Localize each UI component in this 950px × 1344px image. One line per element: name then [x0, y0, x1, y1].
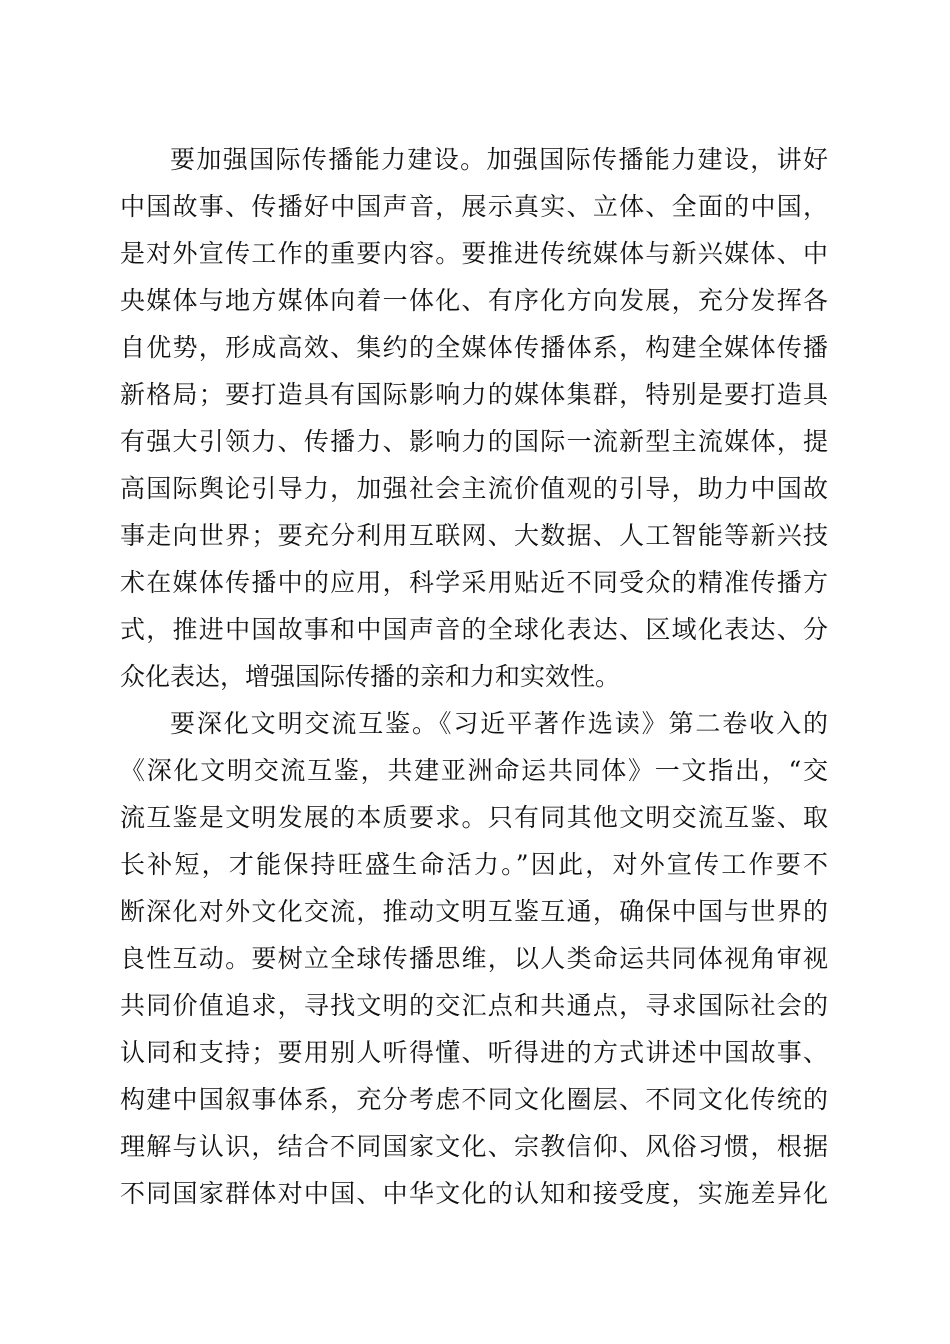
text-line: 是对外宣传工作的重要内容。要推进传统媒体与新兴媒体、中	[120, 239, 828, 268]
text-line: 良性互动。要树立全球传播思维，以人类命运共同体视角审视	[120, 944, 828, 973]
text-line: 中国故事、传播好中国声音，展示真实、立体、全面的中国，	[120, 192, 828, 221]
text-line: 断深化对外文化交流，推动文明互鉴互通，确保中国与世界的	[120, 897, 828, 926]
text-line: 事走向世界；要充分利用互联网、大数据、人工智能等新兴技	[120, 521, 828, 550]
text-line: 式，推进中国故事和中国声音的全球化表达、区域化表达、分	[120, 615, 828, 644]
text-line: 共同价值追求，寻找文明的交汇点和共通点，寻求国际社会的	[120, 991, 828, 1020]
text-line: 不同国家群体对中国、中华文化的认知和接受度，实施差异化	[120, 1179, 828, 1208]
text-line: 要加强国际传播能力建设。加强国际传播能力建设，讲好	[170, 145, 828, 174]
text-line: 认同和支持；要用别人听得懂、听得进的方式讲述中国故事、	[120, 1038, 828, 1067]
text-line: 自优势，形成高效、集约的全媒体传播体系，构建全媒体传播	[120, 333, 828, 362]
text-line: 长补短，才能保持旺盛生命活力。”因此，对外宣传工作要不	[120, 850, 828, 879]
paragraph-civilization-exchange	[120, 700, 828, 1217]
text-line: 构建中国叙事体系，充分考虑不同文化圈层、不同文化传统的	[120, 1085, 828, 1114]
text-line: 术在媒体传播中的应用，科学采用贴近不同受众的精准传播方	[120, 568, 828, 597]
text-line: 《深化文明交流互鉴，共建亚洲命运共同体》一文指出，“交	[120, 756, 828, 785]
text-line: 央媒体与地方媒体向着一体化、有序化方向发展，充分发挥各	[120, 286, 828, 315]
text-line: 流互鉴是文明发展的本质要求。只有同其他文明交流互鉴、取	[120, 803, 828, 832]
text-line: 高国际舆论引导力，加强社会主流价值观的引导，助力中国故	[120, 474, 828, 503]
text-line: 众化表达，增强国际传播的亲和力和实效性。	[120, 662, 621, 691]
paragraph-international-communication	[120, 136, 828, 700]
text-line: 有强大引领力、传播力、影响力的国际一流新型主流媒体，提	[120, 427, 828, 456]
document-body	[120, 136, 828, 1217]
text-line: 要深化文明交流互鉴。《习近平著作选读》第二卷收入的	[170, 709, 828, 738]
text-line: 新格局；要打造具有国际影响力的媒体集群，特别是要打造具	[120, 380, 828, 409]
text-line: 理解与认识，结合不同国家文化、宗教信仰、风俗习惯，根据	[120, 1132, 828, 1161]
